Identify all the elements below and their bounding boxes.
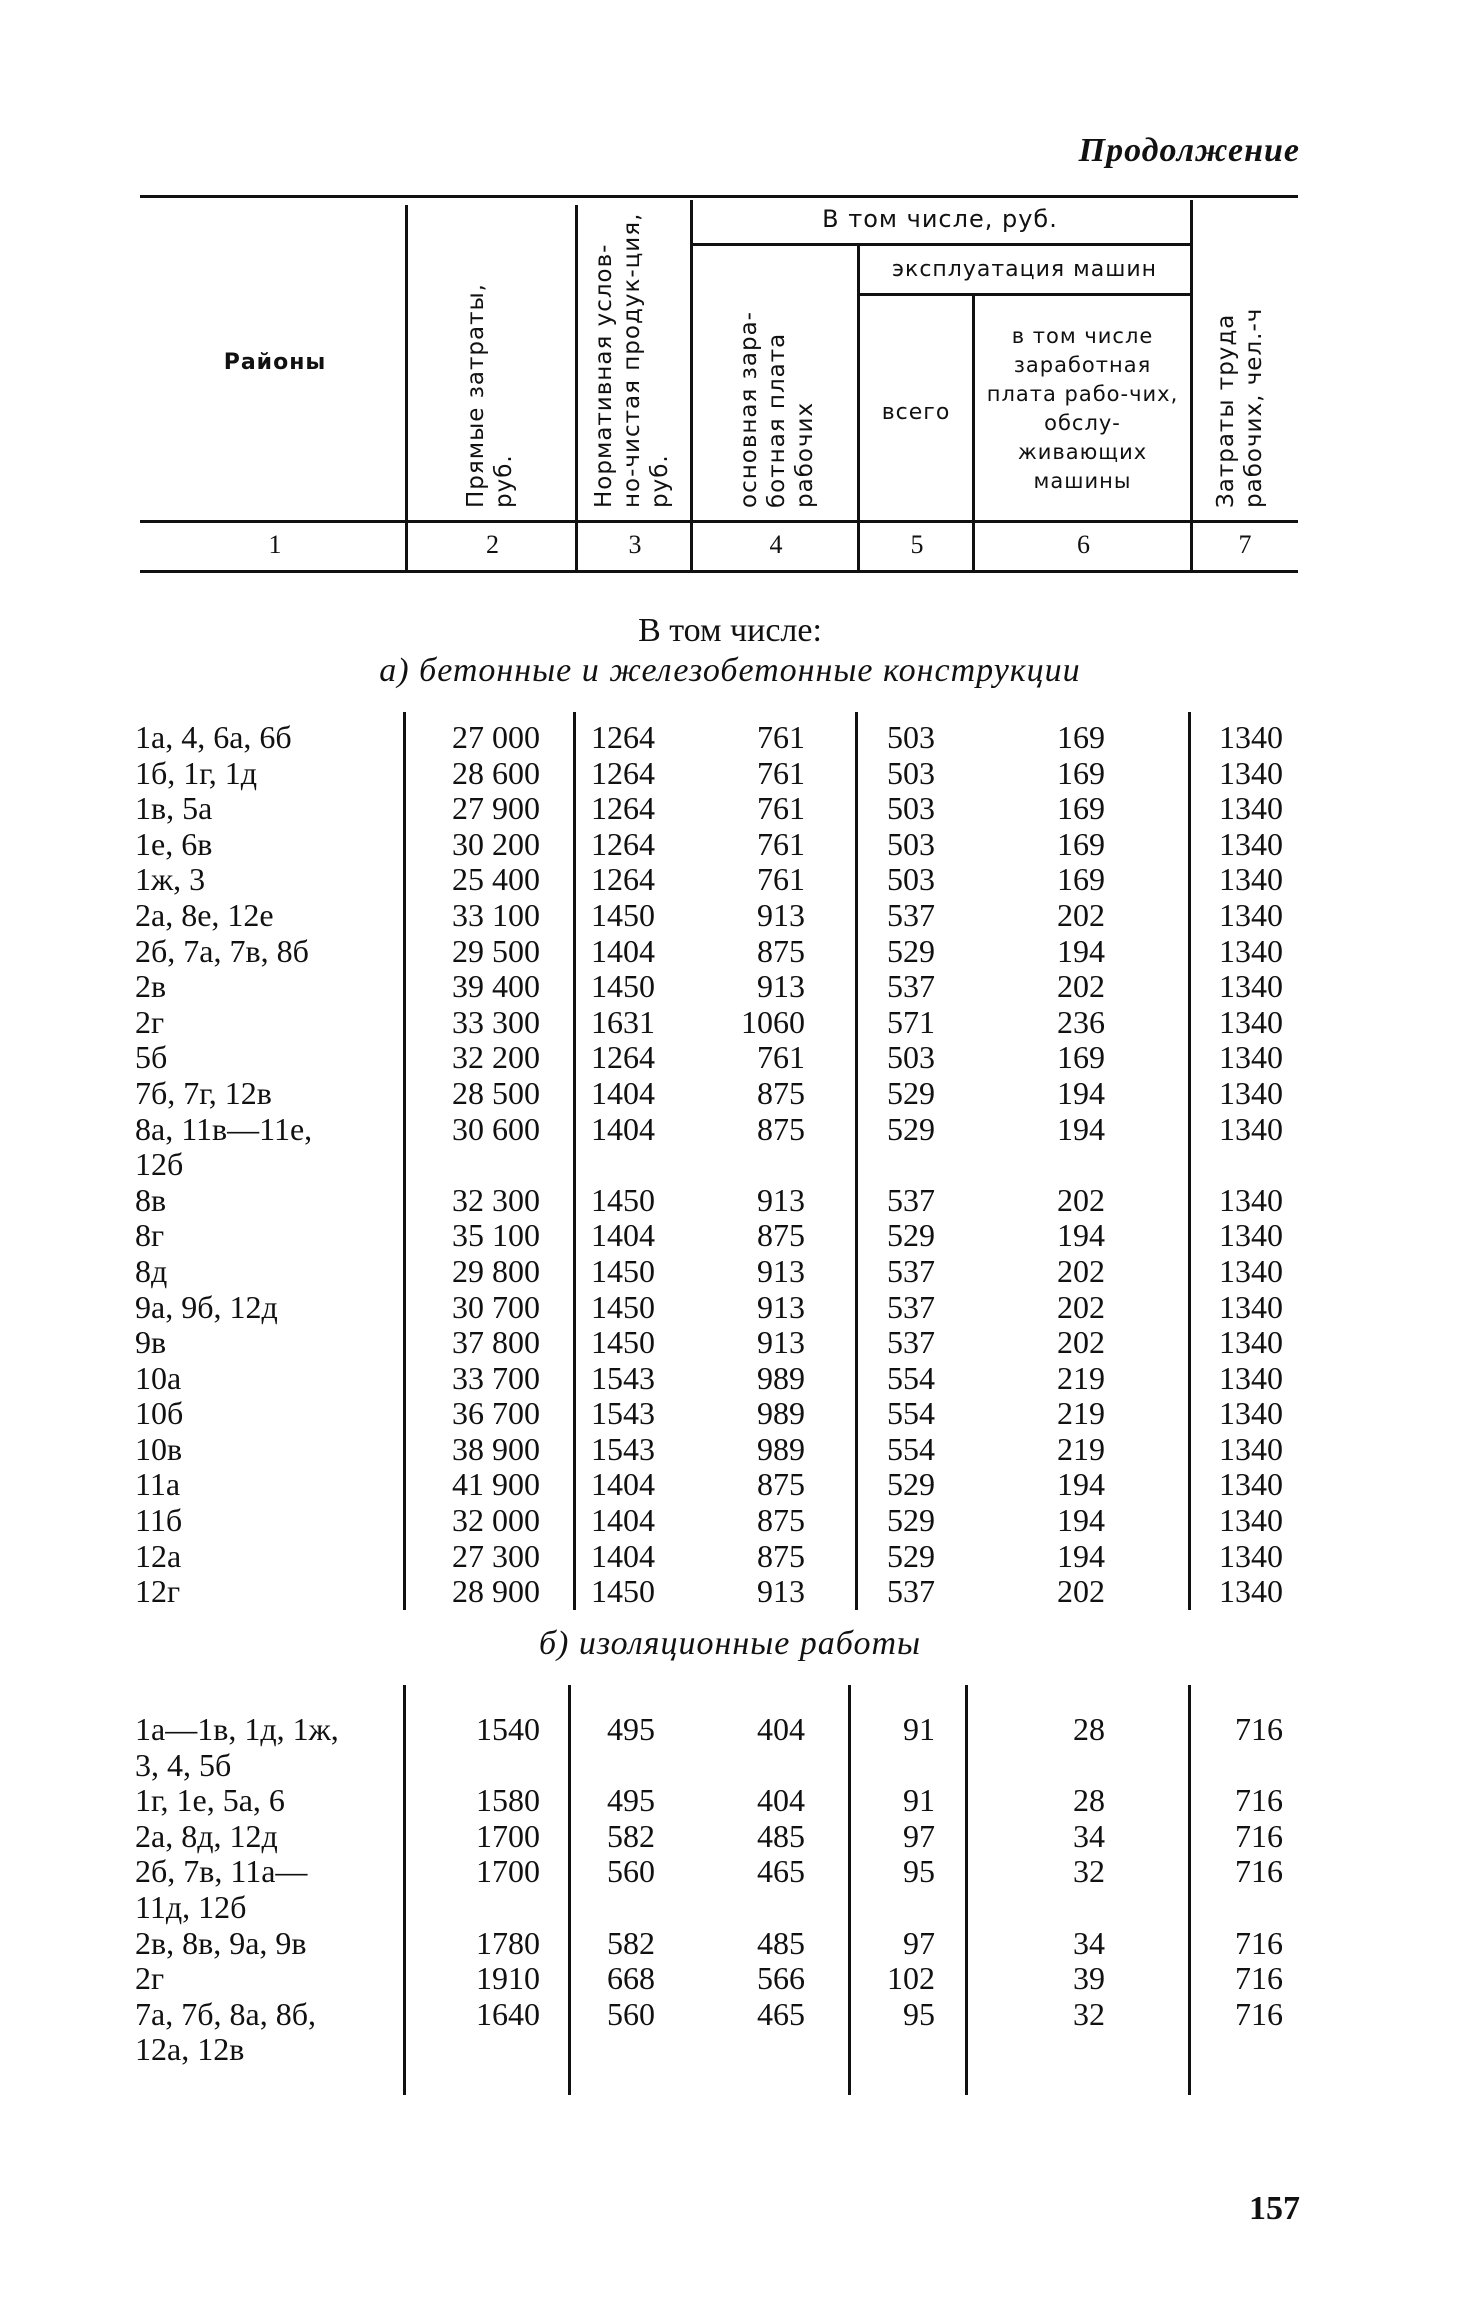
section-a-title: а) бетонные и железобетонные конструкции [379,652,1081,689]
value-cell: 194 [1057,1074,1105,1111]
value-cell: 1404 [591,1502,655,1539]
table-row [0,1147,1460,1183]
value-cell: 529 [887,1537,935,1574]
table-row [0,2032,1460,2068]
value-cell: 537 [887,1252,935,1289]
value-cell: 1340 [1219,861,1283,898]
value-cell: 1404 [591,1217,655,1254]
value-cell: 1340 [1219,1502,1283,1539]
colnum-7: 7 [1238,530,1252,559]
value-cell: 32 [1073,1853,1105,1890]
district-cell: 8а, 11в—11е, [135,1110,313,1147]
value-cell: 219 [1057,1395,1105,1432]
header-divider-2 [575,205,578,573]
table-row [0,791,1460,827]
table-row [0,1325,1460,1361]
district-cell: 8д [135,1252,168,1289]
value-cell: 1340 [1219,896,1283,933]
district-cell: 11а [135,1466,181,1503]
value-cell: 716 [1235,1817,1283,1854]
value-cell: 28 600 [452,754,540,791]
value-cell: 1450 [591,1252,655,1289]
header-divider-4 [857,243,860,573]
value-cell: 465 [757,1853,805,1890]
value-cell: 1340 [1219,825,1283,862]
district-cell: 9а, 9б, 12д [135,1288,278,1325]
value-cell: 27 900 [452,790,540,827]
value-cell: 529 [887,932,935,969]
header-machine-wage: в том числе заработная плата рабо-чих, обслу-живающих машины [986,324,1179,493]
value-cell: 1340 [1219,1359,1283,1396]
value-cell: 91 [903,1782,935,1819]
table-row [0,756,1460,792]
value-cell: 716 [1235,1711,1283,1747]
district-cell: 8в [135,1181,167,1218]
header-districts: Районы [223,350,327,375]
district-cell: 2в [135,968,167,1005]
table-row [0,1961,1460,1997]
value-cell: 1340 [1219,1003,1283,1040]
header-normative-product: Нормативная услов-но-чистая продук-ция, руб. [591,212,673,508]
district-cell: 2б, 7в, 11а— [135,1853,308,1890]
table-row [0,1819,1460,1855]
page-number: 157 [1249,2190,1300,2227]
table-row [0,1997,1460,2033]
colnum-6: 6 [1077,530,1090,559]
value-cell: 537 [887,1324,935,1361]
value-cell: 33 700 [452,1359,540,1396]
value-cell: 1450 [591,1288,655,1325]
value-cell: 913 [757,1324,805,1361]
table-row [0,1854,1460,1890]
value-cell: 503 [887,754,935,791]
value-cell: 1340 [1219,1217,1283,1254]
table-row [0,1432,1460,1468]
district-cell: 2а, 8е, 12е [135,896,274,933]
value-cell: 202 [1057,1181,1105,1218]
value-cell: 1540 [476,1711,540,1747]
value-cell: 1404 [591,1110,655,1147]
value-cell: 102 [887,1960,935,1997]
value-cell: 1340 [1219,1252,1283,1289]
district-cell: 2г [135,1003,165,1040]
value-cell: 41 900 [452,1466,540,1503]
district-cell: 3, 4, 5б [135,1746,232,1783]
value-cell: 194 [1057,1502,1105,1539]
value-cell: 32 000 [452,1502,540,1539]
value-cell: 1060 [741,1003,805,1040]
table-row [0,1539,1460,1575]
district-cell: 2в, 8в, 9а, 9в [135,1924,307,1961]
value-cell: 485 [757,1924,805,1961]
value-cell: 32 200 [452,1039,540,1076]
header-divider-6 [1190,200,1193,573]
value-cell: 537 [887,1288,935,1325]
value-cell: 875 [757,1466,805,1503]
value-cell: 202 [1057,896,1105,933]
value-cell: 761 [757,790,805,827]
colnum-3: 3 [628,530,642,559]
value-cell: 529 [887,1110,935,1147]
value-cell: 1340 [1219,754,1283,791]
value-cell: 1543 [591,1430,655,1467]
value-cell: 37 800 [452,1324,540,1361]
value-cell: 169 [1057,790,1105,827]
value-cell: 1780 [476,1924,540,1961]
value-cell: 716 [1235,1853,1283,1890]
colnum-bottom-rule [140,570,1298,573]
table-row [0,934,1460,970]
table-row [0,1783,1460,1819]
table-row [0,862,1460,898]
table-row [0,969,1460,1005]
district-cell: 2г [135,1960,165,1997]
district-cell: 10а [135,1359,182,1396]
value-cell: 169 [1057,861,1105,898]
value-cell: 39 [1073,1960,1105,1997]
value-cell: 529 [887,1466,935,1503]
table-row [0,1712,1460,1748]
district-cell: 2а, 8д, 12д [135,1817,278,1854]
colnum-4: 4 [769,530,783,559]
table-row [0,1218,1460,1254]
value-cell: 236 [1057,1003,1105,1040]
value-cell: 32 [1073,1995,1105,2032]
value-cell: 1340 [1219,968,1283,1005]
value-cell: 503 [887,719,935,755]
value-cell: 1340 [1219,932,1283,969]
value-cell: 1404 [591,932,655,969]
district-cell: 1а—1в, 1д, 1ж, [135,1711,339,1747]
value-cell: 1340 [1219,1537,1283,1574]
header-top-rule [140,195,1298,198]
value-cell: 537 [887,1573,935,1610]
header-base-wage: основная зара-ботная плата рабочих [736,311,818,508]
value-cell: 716 [1235,1924,1283,1961]
table-row [0,1290,1460,1326]
value-cell: 875 [757,1537,805,1574]
value-cell: 503 [887,861,935,898]
value-cell: 566 [757,1960,805,1997]
value-cell: 219 [1057,1430,1105,1467]
value-cell: 913 [757,1181,805,1218]
table-row [0,1748,1460,1784]
table-row [0,898,1460,934]
district-cell: 7а, 7б, 8а, 8б, [135,1995,316,2032]
value-cell: 1450 [591,1573,655,1610]
value-cell: 989 [757,1359,805,1396]
header-divider-3 [690,200,693,573]
value-cell: 913 [757,896,805,933]
value-cell: 1640 [476,1995,540,2032]
value-cell: 30 200 [452,825,540,862]
value-cell: 202 [1057,1288,1105,1325]
value-cell: 1700 [476,1853,540,1890]
value-cell: 560 [607,1995,655,2032]
header-labor-costs: Затраты труда рабочих, чел.-ч [1213,307,1267,508]
table-row [0,1005,1460,1041]
value-cell: 39 400 [452,968,540,1005]
value-cell: 1404 [591,1466,655,1503]
value-cell: 1340 [1219,1288,1283,1325]
value-cell: 875 [757,1074,805,1111]
district-cell: 1ж, 3 [135,861,206,898]
value-cell: 537 [887,896,935,933]
value-cell: 1700 [476,1817,540,1854]
value-cell: 503 [887,825,935,862]
value-cell: 34 [1073,1817,1105,1854]
value-cell: 1404 [591,1537,655,1574]
district-cell: 12б [135,1146,184,1183]
value-cell: 194 [1057,1466,1105,1503]
district-cell: 2б, 7а, 7в, 8б [135,932,309,969]
value-cell: 95 [903,1853,935,1890]
value-cell: 28 [1073,1782,1105,1819]
value-cell: 1264 [591,861,655,898]
value-cell: 529 [887,1502,935,1539]
value-cell: 1264 [591,754,655,791]
header-divider-5 [972,293,975,573]
value-cell: 875 [757,932,805,969]
section-b-title: б) изоляционные работы [538,1625,922,1662]
value-cell: 219 [1057,1359,1105,1396]
table-row [0,1926,1460,1962]
table-row [0,1076,1460,1112]
district-cell: 11д, 12б [135,1888,247,1925]
value-cell: 169 [1057,1039,1105,1076]
value-cell: 716 [1235,1782,1283,1819]
value-cell: 668 [607,1960,655,1997]
table-row [0,827,1460,863]
table-row [0,1361,1460,1397]
value-cell: 1264 [591,1039,655,1076]
value-cell: 27 300 [452,1537,540,1574]
value-cell: 1450 [591,1181,655,1218]
district-cell: 12г [135,1573,181,1610]
value-cell: 1450 [591,896,655,933]
value-cell: 989 [757,1430,805,1467]
value-cell: 36 700 [452,1395,540,1432]
district-cell: 5б [135,1039,168,1076]
table-row [0,720,1460,756]
value-cell: 875 [757,1110,805,1147]
value-cell: 1543 [591,1359,655,1396]
value-cell: 169 [1057,825,1105,862]
district-cell: 1е, 6в [135,825,213,862]
value-cell: 1404 [591,1074,655,1111]
value-cell: 529 [887,1217,935,1254]
value-cell: 1340 [1219,1110,1283,1147]
value-cell: 1340 [1219,1395,1283,1432]
district-cell: 10в [135,1430,183,1467]
colnum-5: 5 [910,530,924,559]
value-cell: 716 [1235,1960,1283,1997]
header-group-title: В том числе, руб. [822,205,1058,233]
value-cell: 30 600 [452,1110,540,1147]
value-cell: 503 [887,1039,935,1076]
value-cell: 571 [887,1003,935,1040]
value-cell: 503 [887,790,935,827]
value-cell: 33 300 [452,1003,540,1040]
value-cell: 537 [887,968,935,1005]
value-cell: 35 100 [452,1217,540,1254]
district-cell: 1в, 5а [135,790,213,827]
value-cell: 404 [757,1711,805,1747]
value-cell: 95 [903,1995,935,2032]
value-cell: 554 [887,1430,935,1467]
value-cell: 1450 [591,1324,655,1361]
value-cell: 34 [1073,1924,1105,1961]
value-cell: 761 [757,861,805,898]
header-divider-1 [405,205,408,573]
value-cell: 28 500 [452,1074,540,1111]
colnum-1: 1 [268,530,282,559]
value-cell: 169 [1057,719,1105,755]
header-bottom-rule [140,520,1298,523]
district-cell: 1а, 4, 6а, 6б [135,719,292,755]
value-cell: 1543 [591,1395,655,1432]
value-cell: 38 900 [452,1430,540,1467]
intro-caption: В том числе: [638,612,822,649]
value-cell: 194 [1057,1217,1105,1254]
value-cell: 761 [757,719,805,755]
value-cell: 913 [757,1288,805,1325]
header-machine-group: эксплуатация машин [891,257,1158,282]
value-cell: 202 [1057,968,1105,1005]
value-cell: 1580 [476,1782,540,1819]
value-cell: 582 [607,1817,655,1854]
value-cell: 761 [757,754,805,791]
table-row [0,1574,1460,1610]
value-cell: 29 500 [452,932,540,969]
district-cell: 1г, 1е, 5а, 6 [135,1782,285,1819]
value-cell: 28 [1073,1711,1105,1747]
value-cell: 582 [607,1924,655,1961]
district-cell: 8г [135,1217,165,1254]
value-cell: 989 [757,1395,805,1432]
value-cell: 716 [1235,1995,1283,2032]
value-cell: 202 [1057,1324,1105,1361]
value-cell: 91 [903,1711,935,1747]
value-cell: 485 [757,1817,805,1854]
value-cell: 28 900 [452,1573,540,1610]
value-cell: 1340 [1219,1573,1283,1610]
value-cell: 1264 [591,790,655,827]
value-cell: 32 300 [452,1181,540,1218]
value-cell: 1264 [591,825,655,862]
value-cell: 29 800 [452,1252,540,1289]
value-cell: 537 [887,1181,935,1218]
value-cell: 97 [903,1924,935,1961]
colnum-2: 2 [486,530,499,559]
value-cell: 1340 [1219,1074,1283,1111]
table-row [0,1396,1460,1432]
value-cell: 33 100 [452,896,540,933]
value-cell: 1631 [591,1003,655,1040]
table-row [0,1503,1460,1539]
value-cell: 1340 [1219,1039,1283,1076]
district-cell: 10б [135,1395,184,1432]
value-cell: 194 [1057,1110,1105,1147]
group-rule [690,243,1190,246]
value-cell: 761 [757,825,805,862]
value-cell: 1264 [591,719,655,755]
header-machine-total: всего [881,400,951,425]
district-cell: 1б, 1г, 1д [135,754,258,791]
value-cell: 1340 [1219,1181,1283,1218]
value-cell: 554 [887,1359,935,1396]
value-cell: 97 [903,1817,935,1854]
value-cell: 1340 [1219,719,1283,755]
value-cell: 913 [757,1252,805,1289]
value-cell: 202 [1057,1252,1105,1289]
value-cell: 1910 [476,1960,540,1997]
machine-rule [860,293,1190,296]
value-cell: 495 [607,1711,655,1747]
table-row [0,1254,1460,1290]
value-cell: 560 [607,1853,655,1890]
value-cell: 30 700 [452,1288,540,1325]
value-cell: 27 000 [452,719,540,755]
value-cell: 913 [757,968,805,1005]
value-cell: 913 [757,1573,805,1610]
table-row [0,1183,1460,1219]
continuation-label: Продолжение [1078,132,1300,169]
district-cell: 12а [135,1537,182,1574]
value-cell: 1340 [1219,1324,1283,1361]
value-cell: 465 [757,1995,805,2032]
header-direct-costs: Прямые затраты, руб. [463,283,517,508]
value-cell: 875 [757,1502,805,1539]
district-cell: 11б [135,1502,183,1539]
value-cell: 25 400 [452,861,540,898]
value-cell: 495 [607,1782,655,1819]
table-row [0,1112,1460,1148]
table-row [0,1040,1460,1076]
value-cell: 169 [1057,754,1105,791]
value-cell: 529 [887,1074,935,1111]
value-cell: 404 [757,1782,805,1819]
value-cell: 194 [1057,1537,1105,1574]
district-cell: 9в [135,1324,167,1361]
table-row [0,1890,1460,1926]
district-cell: 12а, 12в [135,2031,245,2068]
value-cell: 875 [757,1217,805,1254]
value-cell: 1340 [1219,1466,1283,1503]
table-row [0,1467,1460,1503]
section-a-rows [0,720,1460,1610]
value-cell: 554 [887,1395,935,1432]
value-cell: 1340 [1219,790,1283,827]
section-b-rows [0,1712,1460,2068]
district-cell: 7б, 7г, 12в [135,1074,272,1111]
value-cell: 1450 [591,968,655,1005]
value-cell: 761 [757,1039,805,1076]
value-cell: 202 [1057,1573,1105,1610]
value-cell: 194 [1057,932,1105,969]
value-cell: 1340 [1219,1430,1283,1467]
